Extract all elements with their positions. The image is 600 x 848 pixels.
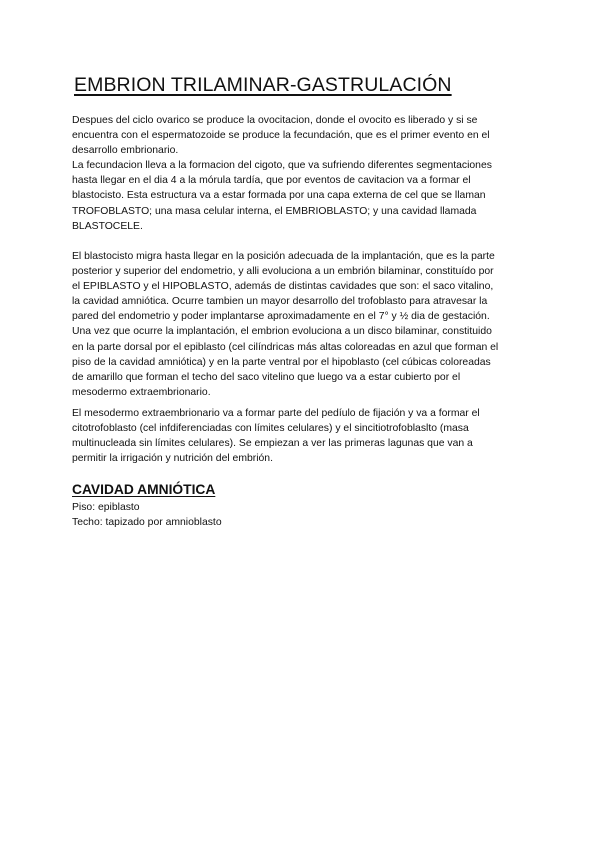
section-list — [72, 500, 532, 530]
paragraph-mesodermo — [72, 406, 532, 466]
text-line: Una vez que ocurre la implantación, el embrion evoluciona a un disco bilaminar, constituido — [72, 326, 492, 338]
text-line: Piso: epiblasto — [72, 502, 140, 513]
paragraph-implantacion — [72, 249, 532, 400]
text-line: TROFOBLASTO; una masa celular interna, el EMBRIOBLASTO; y una cavidad llamada — [72, 205, 477, 217]
text-line: posterior y superior del endometrio, y alli evoluciona a un embrión bilaminar, constituído por — [72, 266, 494, 278]
text-line: pared del endometrio y poder implantarse aproximadamente en el 7° y ½ dia de gestación. — [72, 311, 490, 323]
text-line: BLASTOCELE. — [72, 220, 143, 232]
section-heading: CAVIDAD AMNIÓTICA — [72, 482, 216, 497]
text-line: El blastocisto migra hasta llegar en la posición adecuada de la implantación, que es la parte — [72, 251, 495, 262]
text-line: La fecundacion lleva a la formacion del cigoto, que va sufriendo diferentes segmentaciones — [72, 160, 492, 172]
document-title: EMBRION TRILAMINAR-GASTRULACIÓN — [74, 74, 452, 96]
text-line: Techo: tapizado por amnioblasto — [72, 517, 222, 529]
paragraph-fecundacion — [72, 113, 532, 234]
text-line: encuentra con el espermatozoide se produce la fecundación, que es el primer evento en el — [72, 130, 490, 142]
text-line: citotrofoblasto (cel infdiferenciadas con límites celulares) y el sincitiotrofoblaslto (masa — [72, 423, 469, 435]
text-line: El mesodermo extraembrionario va a formar parte del pedíulo de fijación y va a formar el — [72, 408, 480, 419]
text-line: el EPIBLASTO y el HIPOBLASTO, además de distintas cavidades que son: el saco vitalino, — [72, 281, 494, 293]
text-line: desarrollo embrionario. — [72, 145, 179, 157]
text-line: hasta llegar en el dia 4 a la mórula tardía, que por eventos de cavitacion va a formar el — [72, 175, 471, 187]
text-line: piso de la cavidad amniótica) y en la parte ventral por el hipoblasto (cel cúbicas coloreadas — [72, 356, 491, 368]
text-line: blastocisto. Esta estructura va a estar formada por una capa externa de cel que se llaman — [72, 190, 486, 202]
text-line: multinucleada sin límites celulares). Se empiezan a ver las primeras lagunas que van a — [72, 438, 473, 450]
text-line: Despues del ciclo ovarico se produce la ovocitacion, donde el ovocito es liberado y si se — [72, 115, 478, 126]
text-line: mesodermo extraembrionario. — [72, 386, 211, 398]
text-line: en la parte dorsal por el epiblasto (cel cilíndricas más altas coloreadas en azul que forman el — [72, 341, 499, 353]
text-line: la cavidad amniótica. Ocurre tambien un mayor desarrollo del trofoblasto para atravesar la — [72, 296, 488, 308]
text-line: de amarillo que forman el techo del saco vitelino que luego va a estar cubierto por el — [72, 371, 461, 383]
text-line: permitir la irrigación y nutrición del embrión. — [72, 453, 273, 465]
